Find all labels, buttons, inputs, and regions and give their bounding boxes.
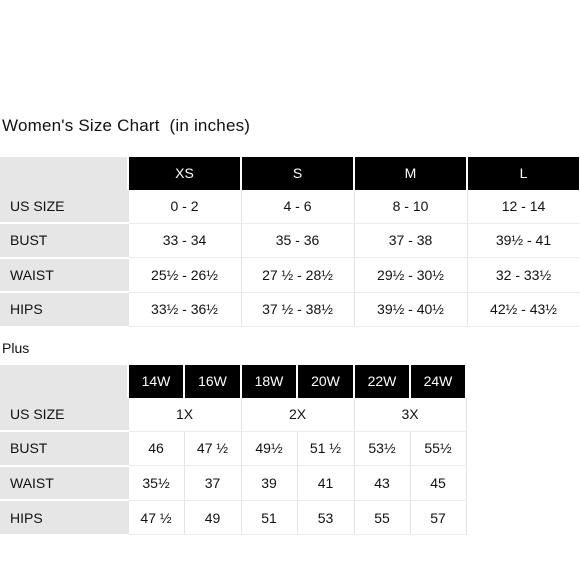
table-row: [0, 431, 466, 466]
table-cell: 39½ - 40½: [354, 292, 467, 327]
size-header-s: S: [241, 157, 354, 190]
table-cell: 37 - 38: [354, 223, 467, 258]
table-row: [0, 500, 466, 535]
size-header-14w: 14W: [128, 365, 184, 398]
table-cell: 51: [241, 500, 297, 535]
chart-title: Women's Size Chart (in inches): [2, 116, 251, 135]
plus-size-table: [0, 365, 467, 536]
size-header-xs: XS: [128, 157, 241, 190]
table-cell: 55: [354, 500, 410, 535]
table-cell: 32 - 33½: [467, 258, 580, 293]
row-label-hips: HIPS: [0, 500, 128, 535]
table-cell: 53½: [354, 431, 410, 466]
table-cell: 39: [241, 466, 297, 501]
table-cell: 0 - 2: [128, 190, 241, 224]
table-cell: 42½ - 43½: [467, 292, 580, 327]
table-cell: 39½ - 41: [467, 223, 580, 258]
size-header-24w: 24W: [410, 365, 466, 398]
table-cell: 47 ½: [184, 431, 241, 466]
table-cell: 45: [410, 466, 466, 501]
table-cell: 8 - 10: [354, 190, 467, 224]
table-cell: 35 - 36: [241, 223, 354, 258]
size-header-l: L: [467, 157, 580, 190]
size-header-row: [0, 157, 580, 190]
size-header-row: [0, 365, 466, 398]
table-cell: 43: [354, 466, 410, 501]
table-cell: 33 - 34: [128, 223, 241, 258]
table-cell: 25½ - 26½: [128, 258, 241, 293]
table-row: [0, 292, 580, 327]
regular-size-table: [0, 157, 580, 328]
table-cell: 33½ - 36½: [128, 292, 241, 327]
table-row: [0, 258, 580, 293]
table-cell: 37: [184, 466, 241, 501]
table-cell: 29½ - 30½: [354, 258, 467, 293]
row-label-us-size: US SIZE: [0, 190, 128, 224]
table-cell: 35½: [128, 466, 184, 501]
table-cell: 2X: [241, 398, 354, 432]
header-corner: [0, 157, 128, 190]
table-cell: 3X: [354, 398, 466, 432]
table-cell: 46: [128, 431, 184, 466]
table-cell: 41: [297, 466, 354, 501]
row-label-waist: WAIST: [0, 466, 128, 501]
plus-section-label: Plus: [2, 340, 30, 356]
row-label-waist: WAIST: [0, 258, 128, 293]
table-row: [0, 190, 580, 224]
row-label-us-size: US SIZE: [0, 398, 128, 432]
table-cell: 27 ½ - 28½: [241, 258, 354, 293]
table-row: [0, 398, 466, 432]
table-row: [0, 466, 466, 501]
size-header-18w: 18W: [241, 365, 297, 398]
row-label-bust: BUST: [0, 431, 128, 466]
size-header-16w: 16W: [184, 365, 241, 398]
table-cell: 57: [410, 500, 466, 535]
size-header-22w: 22W: [354, 365, 410, 398]
table-cell: 55½: [410, 431, 466, 466]
header-corner: [0, 365, 128, 398]
table-row: [0, 223, 580, 258]
row-label-hips: HIPS: [0, 292, 128, 327]
table-cell: 49: [184, 500, 241, 535]
table-cell: 53: [297, 500, 354, 535]
table-cell: 12 - 14: [467, 190, 580, 224]
table-cell: 1X: [128, 398, 241, 432]
table-cell: 37 ½ - 38½: [241, 292, 354, 327]
size-header-m: M: [354, 157, 467, 190]
size-header-20w: 20W: [297, 365, 354, 398]
row-label-bust: BUST: [0, 223, 128, 258]
table-cell: 49½: [241, 431, 297, 466]
table-cell: 4 - 6: [241, 190, 354, 224]
table-cell: 47 ½: [128, 500, 184, 535]
table-cell: 51 ½: [297, 431, 354, 466]
